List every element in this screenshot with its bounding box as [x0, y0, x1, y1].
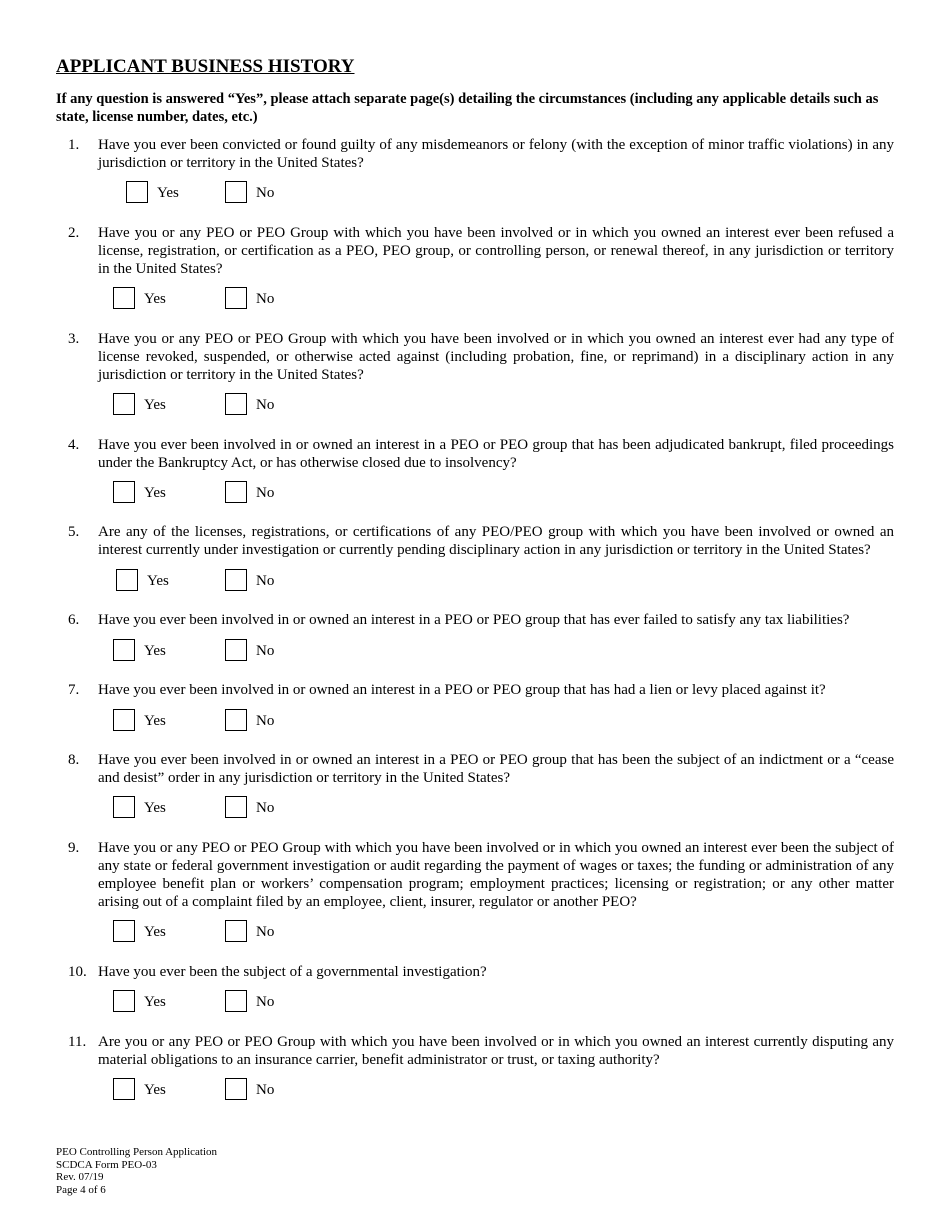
question-text: Have you ever been involved in or owned an interest in a PEO or PEO group that has had a lien or levy placed against it? [98, 682, 826, 698]
no-label: No [256, 924, 275, 940]
yes-label: Yes [144, 924, 166, 940]
no-checkbox[interactable] [225, 1078, 247, 1100]
no-checkbox[interactable] [225, 393, 247, 415]
question-number: 3. [68, 331, 80, 347]
question-number: 9. [68, 840, 80, 856]
yes-checkbox[interactable] [113, 1078, 135, 1100]
no-label: No [256, 185, 275, 201]
question-text: Have you ever been involved in or owned an interest in a PEO or PEO group that has been adjudicated bankrupt, filed proceedings under the Bankruptcy Act, or has otherwise closed due to insolvency? [98, 437, 894, 471]
yes-checkbox[interactable] [126, 181, 148, 203]
question-text: Have you ever been involved in or owned an interest in a PEO or PEO group that has been the subject of an indictment or a “cease and desist” order in any jurisdiction or territory in the United States? [98, 752, 894, 786]
question-text: Have you ever been involved in or owned an interest in a PEO or PEO group that has ever failed to satisfy any tax liabilities? [98, 612, 850, 628]
question-number: 5. [68, 524, 80, 540]
no-label: No [256, 485, 275, 501]
yes-label: Yes [144, 397, 166, 413]
question-text: Have you or any PEO or PEO Group with which you have been involved or in which you owned an interest ever been refused a license, registration, or certification as a PEO, PEO group, or controlling person, or renewal thereof, in any jurisdiction or territory in the United States? [98, 225, 894, 277]
no-label: No [256, 573, 275, 589]
yes-checkbox[interactable] [113, 639, 135, 661]
question-number: 6. [68, 612, 80, 628]
yes-label: Yes [147, 573, 169, 589]
footer-revision: Rev. 07/19 [56, 1171, 104, 1183]
question-number: 4. [68, 437, 80, 453]
yes-checkbox[interactable] [113, 481, 135, 503]
yes-checkbox[interactable] [116, 569, 138, 591]
question-number: 8. [68, 752, 80, 768]
no-label: No [256, 643, 275, 659]
section-title: APPLICANT BUSINESS HISTORY [56, 56, 355, 77]
no-checkbox[interactable] [225, 920, 247, 942]
no-label: No [256, 397, 275, 413]
yes-label: Yes [144, 994, 166, 1010]
yes-label: Yes [144, 800, 166, 816]
no-checkbox[interactable] [225, 990, 247, 1012]
no-checkbox[interactable] [225, 481, 247, 503]
question-number: 2. [68, 225, 80, 241]
no-label: No [256, 1082, 275, 1098]
yes-label: Yes [144, 643, 166, 659]
yes-label: Yes [144, 1082, 166, 1098]
question-number: 7. [68, 682, 80, 698]
question-text: Have you ever been convicted or found guilty of any misdemeanors or felony (with the exception of minor traffic violations) in any jurisdiction or territory in the United States? [98, 137, 894, 171]
footer-page-number: Page 4 of 6 [56, 1183, 106, 1196]
yes-checkbox[interactable] [113, 920, 135, 942]
question-text: Have you or any PEO or PEO Group with which you have been involved or in which you owned an interest ever been the subject of any state or federal government investigation or audit regarding the payment of wages or taxes; the funding or administration of any employee benefit plan or workers’ compensation program; employment practices; licensing or registration; or any other matter arising out of a complaint filed by an employee, client, insurer, regulator or another PEO? [98, 840, 894, 910]
yes-label: Yes [157, 185, 179, 201]
yes-checkbox[interactable] [113, 990, 135, 1012]
no-checkbox[interactable] [225, 639, 247, 661]
no-checkbox[interactable] [225, 796, 247, 818]
page-footer [56, 1146, 217, 1196]
no-checkbox[interactable] [225, 181, 247, 203]
yes-checkbox[interactable] [113, 393, 135, 415]
question-text: Have you or any PEO or PEO Group with which you have been involved or in which you owned an interest ever had any type of license revoked, suspended, or otherwise acted against (including probation, fine, or reprimand) in a disciplinary action in any jurisdiction or territory in the United States? [98, 331, 894, 383]
no-label: No [256, 994, 275, 1010]
yes-checkbox[interactable] [113, 709, 135, 731]
question-text: Are you or any PEO or PEO Group with which you have been involved or in which you owned an interest currently disputing any material obligations to an insurance carrier, benefit administrator or trust, or taxing authority? [98, 1034, 894, 1068]
no-checkbox[interactable] [225, 709, 247, 731]
yes-checkbox[interactable] [113, 796, 135, 818]
question-text: Have you ever been the subject of a governmental investigation? [98, 964, 487, 980]
question-number: 11. [68, 1034, 87, 1050]
no-label: No [256, 713, 275, 729]
yes-label: Yes [144, 291, 166, 307]
question-number: 1. [68, 137, 80, 153]
footer-form-title: PEO Controlling Person Application [56, 1146, 218, 1158]
no-checkbox[interactable] [225, 569, 247, 591]
yes-checkbox[interactable] [113, 287, 135, 309]
instruction-text: If any question is answered “Yes”, please attach separate page(s) detailing the circumstances (including any applicable details such as state, license number, dates, etc.) [56, 91, 879, 125]
no-label: No [256, 800, 275, 816]
question-text: Are any of the licenses, registrations, or certifications of any PEO/PEO group with which you have been involved or owned an interest currently under investigation or currently pending disciplinary action in any jurisdiction or territory in the United States? [98, 524, 894, 558]
yes-label: Yes [144, 713, 166, 729]
no-label: No [256, 291, 275, 307]
no-checkbox[interactable] [225, 287, 247, 309]
yes-label: Yes [144, 485, 166, 501]
footer-form-number: SCDCA Form PEO-03 [56, 1158, 157, 1171]
question-number: 10. [68, 964, 87, 980]
